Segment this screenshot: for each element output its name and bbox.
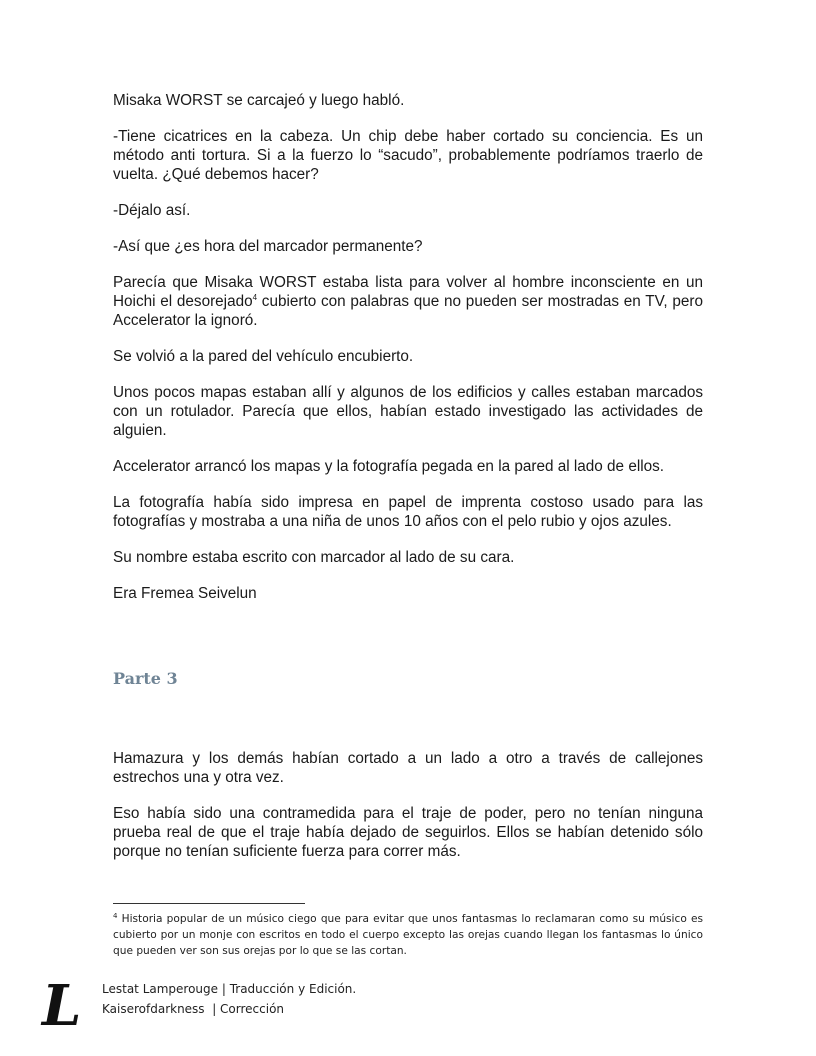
section-heading: Parte 3: [113, 669, 178, 688]
paragraph: Accelerator arrancó los mapas y la fotografía pegada en la pared al lado de ellos.: [113, 458, 665, 475]
footnote-number: 4: [113, 912, 118, 920]
paragraph: Se volvió a la pared del vehículo encubierto.: [113, 348, 414, 365]
paragraph: Hamazura y los demás habían cortado a un lado a otro a través de callejones estrechos una y otra vez.: [113, 750, 703, 786]
credit-correction: Kaiserofdarkness | Corrección: [102, 1002, 285, 1016]
paragraph: Era Fremea Seivelun: [113, 585, 257, 602]
paragraph-text: Parecía que Misaka WORST estaba lista para volver al hombre inconsciente en un Hoichi el desorejado: [113, 274, 703, 310]
paragraph: Unos pocos mapas estaban allí y algunos de los edificios y calles estaban marcados con un rotulador. Parecía que ellos, habían estado investigado las actividades de alguien.: [113, 384, 703, 439]
l-logo: [40, 975, 84, 1033]
footnote: [113, 911, 703, 959]
paragraph: La fotografía había sido impresa en papel de imprenta costoso usado para las fotografías y mostraba a una niña de unos 10 años con el pelo rubio y ojos azules.: [113, 494, 703, 530]
footnote-reference: 4: [252, 293, 258, 302]
logo-letter: L: [42, 975, 82, 1033]
paragraph-text: cubierto con palabras que no pueden ser mostradas en TV, pero Accelerator la ignoró.: [113, 293, 703, 329]
paragraph: Eso había sido una contramedida para el traje de poder, pero no tenían ninguna prueba real de que el traje había dejado de seguirlos. Ellos se habían detenido sólo porque no tenían suficiente fuerza para correr más.: [113, 805, 703, 860]
footnote-text: Historia popular de un músico ciego que para evitar que unos fantasmas lo reclamaran como su músico es cubierto por un monje con escritos en todo el cuerpo excepto las orejas cuando llegan los fantasmas lo único que pueden ver son sus orejas por lo que se las cortan.: [113, 913, 703, 957]
credit-translation: Lestat Lamperouge | Traducción y Edición.: [102, 982, 357, 996]
paragraph-with-footnote-ref: [113, 273, 703, 330]
paragraph: -Tiene cicatrices en la cabeza. Un chip debe haber cortado su conciencia. Es un método anti tortura. Si a la fuerzo lo “sacudo”, probablemente podríamos traerlo de vuelta. ¿Qué debemos hacer?: [113, 128, 703, 183]
paragraph: -Déjalo así.: [113, 202, 191, 219]
footer-credits: [102, 979, 356, 1019]
footnote-divider: [113, 903, 305, 904]
paragraph: Su nombre estaba escrito con marcador al lado de su cara.: [113, 549, 515, 566]
body-text-section-2: [113, 749, 703, 878]
paragraph: -Así que ¿es hora del marcador permanente?: [113, 238, 423, 255]
paragraph: Misaka WORST se carcajeó y luego habló.: [113, 92, 405, 109]
body-text-section: [113, 91, 703, 620]
